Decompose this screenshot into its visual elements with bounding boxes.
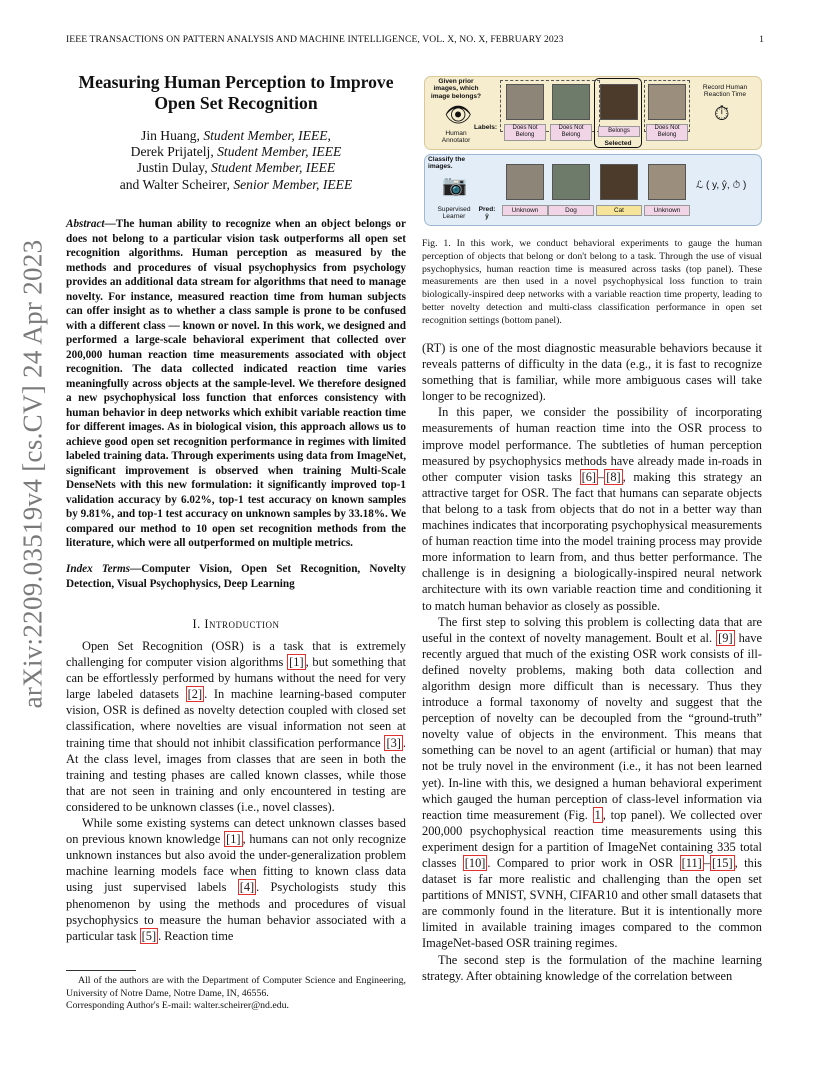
citation-link[interactable]: [2] xyxy=(187,687,203,702)
citation-link[interactable]: [1] xyxy=(289,655,304,670)
paragraph-text: The first step to solving this problem is collecting data that are useful in the context of novelty management. Boult et al. xyxy=(422,614,762,645)
paragraph-text: , but something that can be effortlessly performed by humans without the need for very large labeled datasets xyxy=(66,655,406,702)
paragraph-text: – xyxy=(703,856,710,870)
citation-link[interactable]: [6] xyxy=(581,469,597,484)
author-list xyxy=(60,128,412,193)
footnote-rule xyxy=(66,970,136,971)
figure-bottom-question: Classify the images. xyxy=(428,156,466,171)
image-thumbnail xyxy=(506,164,544,200)
author-line: and Walter Scheirer, Senior Member, IEEE xyxy=(119,176,353,192)
index-terms-text: —Computer Vision, Open Set Recognition, Novelty Detection, Visual Psychophysics, Deep Learning xyxy=(66,563,406,590)
labels-title: Labels: xyxy=(474,124,498,131)
paragraph-text: have recently argued that much of the existing OSR work consists of ill-defined novelty problems, making both data collection and algorithm design more difficult than is necessary. Thus they introduce a formal taxonomy of novelty and suggest that the perception of novelty can be decoupled from the “ground-truth” novelty value of objects in the environment. This means that something can be novel to an agent (artificial or human) that may not be truly novel in the environment (i.e., it has not been learned yet). In-line with this, we designed a human behavioral experiment which gauged the human perception of class-level information via reaction time measurement (Fig. xyxy=(422,630,762,822)
paragraph-text: Open Set Recognition (OSR) is a task that is extremely challenging for computer vision algorithms xyxy=(66,639,406,670)
image-thumbnail xyxy=(648,164,686,200)
citation-link[interactable]: 1 xyxy=(594,807,601,822)
citation-link[interactable]: [15] xyxy=(711,856,733,870)
pred-chip: Dog xyxy=(548,205,594,216)
paragraph-text: . Reaction time xyxy=(158,928,234,943)
abstract-text: —The human ability to recognize when an object belongs or does not belong to a particular vision task outperforms all open set recognition algorithms. Human perception as measured by the methods and procedures of visual psychophysics from psychology provides an additional data stream for algorithms that need to manage novelty. For instance, measured reaction time from human subjects can offer insight as to whether a class sample is prone to be confused with a different class — known or novel. In this work, we designed and performed a large-scale behavioral experiment that collected over 200,000 human reaction time measurements associated with object recognition. The data collected indicated reaction time varies meaningfully across objects at the sample-level. We therefore designed a new psychophysical loss function that enforces consistency with human behavior in deep networks which exhibit variable reaction time for different images. As in biological vision, this approach allows us to achieve good open set recognition performance in regimes with limited labeled training data. Through experiments using data from ImageNet, significant improvement is observed when training Multi-Scale DenseNets with this new formulation: it significantly improved top-1 validation accuracy by 6.02%, top-1 test accuracy on known samples by 9.81%, and top-1 test accuracy on unknown samples by 33.18%. We compared our method to 10 open set recognition methods from the literature, which were all outperformed on multiple metrics. xyxy=(66,218,406,549)
paragraph xyxy=(422,340,762,404)
camera-icon: 📷 xyxy=(442,175,467,197)
citation-link[interactable]: [5] xyxy=(141,928,157,943)
figure-caption: Fig. 1. In this work, we conduct behavioral experiments to gauge the human perception of objects that belong or don't belong to a task. Through the use of visual psychophysics, human reaction time is measured across tasks (top panel). These measurements are then used in a novel psychophysical loss function to train biologically-inspired deep networks with a variable reaction time property, leading to better novelty detection and multi-class classification performance in open set recognition settings (bottom panel). xyxy=(422,238,762,326)
arxiv-stamp xyxy=(10,239,56,709)
author-line: Justin Dulay, Student Member, IEEE xyxy=(136,160,336,176)
loss-function: ℒ ( y, ŷ, ⏱ ) xyxy=(696,180,747,191)
image-thumbnail xyxy=(600,164,638,200)
annotator-label: Human Annotator xyxy=(441,130,471,145)
citation-link[interactable]: [9] xyxy=(718,630,733,645)
footnote xyxy=(66,975,406,1013)
pred-chip: Unknown xyxy=(644,205,690,216)
index-terms xyxy=(66,562,406,591)
paragraph-text: . Compared to prior work in OSR xyxy=(487,856,680,870)
citation-link[interactable]: [1] xyxy=(226,832,241,847)
author-line: Jin Huang, Student Member, IEEE, xyxy=(141,128,331,143)
paragraph xyxy=(422,404,762,613)
paragraph-text: . Psychologists study this phenomenon by using the methods and procedures of visual psychophysics to measure the human behavior associated with a particular task xyxy=(66,880,406,943)
eye-icon: 👁 xyxy=(444,102,472,127)
selected-label: Selected xyxy=(604,140,632,147)
paragraph-text: . In machine learning-based computer vision, OSR is defined as novelty detection coupled with closed set classification, where novelties are visual information not seen at training time that should not inhibit classification performance xyxy=(66,687,406,750)
footnote-affiliation: All of the authors are with the Department of Computer Science and Engineering, University of Notre Dame, Notre Dame, IN, 46556. xyxy=(66,975,406,999)
index-terms-label: Index Terms xyxy=(66,563,131,575)
citation-link[interactable]: [4] xyxy=(239,880,255,895)
paragraph-text: (RT) is one of the most diagnostic measurable behaviors because it reveals patterns of difficulty in the data (e.g., it is fast to recognize something that is familiar, while more ambiguous cases will take longer to be recognized). xyxy=(422,341,762,404)
image-thumbnail xyxy=(552,84,590,120)
pred-chip: Cat xyxy=(596,205,642,216)
citation-link[interactable]: [10] xyxy=(464,856,486,870)
running-header xyxy=(66,34,764,45)
citation-link[interactable]: [8] xyxy=(606,469,621,484)
learner-label: Supervised Learner xyxy=(437,206,471,221)
image-thumbnail xyxy=(600,84,638,120)
right-body xyxy=(422,340,762,984)
paper-title: Measuring Human Perception to Improve Open Set Recognition xyxy=(78,72,394,113)
label-chip: Does Not Belong xyxy=(504,124,546,141)
pred-title: Pred: ŷ xyxy=(478,206,496,221)
paragraph-text: In this paper, we consider the possibility of incorporating measurements of human reaction time into the OSR process to improve model performance. The subtleties of human perception measured by psychophysics methods have already made in-roads in other computer vision tasks xyxy=(422,405,762,484)
paragraph-text: , top panel). We collected over 200,000 psychophysical reaction time measurements using this experiment design for a partition of ImageNet containing 335 total classes xyxy=(422,807,762,870)
citation-link[interactable]: [11] xyxy=(681,856,702,870)
label-chip: Does Not Belong xyxy=(646,124,688,141)
paragraph xyxy=(66,638,406,815)
paragraph-text: , humans can not only recognize unknown instances but also avoid the under-generalization problem machine learning models face when fitting to known class data using just supervised labels xyxy=(66,832,406,895)
figure-top-question: Given prior images, which image belongs? xyxy=(430,78,482,100)
record-rt-label: Record Human Reaction Time xyxy=(702,84,748,99)
paragraph-text: The second step is the formulation of the machine learning strategy. After obtaining knowledge of the correlation between xyxy=(422,952,762,983)
image-thumbnail xyxy=(648,84,686,120)
journal-header: IEEE TRANSACTIONS ON PATTERN ANALYSIS AND MACHINE INTELLIGENCE, VOL. X, NO. X, FEBRUARY 2023 xyxy=(66,34,564,45)
image-thumbnail xyxy=(506,84,544,120)
image-thumbnail xyxy=(552,164,590,200)
paragraph xyxy=(422,952,762,984)
left-body xyxy=(66,638,406,944)
paragraph-text: While some existing systems can detect unknown classes based on previous known knowledge xyxy=(66,816,406,847)
abstract xyxy=(66,217,406,551)
abstract-label: Abstract xyxy=(66,218,105,230)
author-line: Derek Prijatelj, Student Member, IEEE xyxy=(130,144,342,160)
paragraph-text: – xyxy=(598,469,605,484)
paragraph-text: , making this strategy an attractive target for OSR. The fact that humans can separate objects that belong to a task from objects that do not in a better way than machines indicates that incorporating psychophysical measurements of human reaction time into the model training process may provide more information to learn from, and thus better performance. The challenge is in designing a biologically-inspired neural network architecture with its own variable reaction time and conditioning it to match human behavior as closely as possible. xyxy=(422,469,762,613)
stopwatch-icon: ⏱ xyxy=(714,103,730,125)
paragraph-text: , this dataset is far more realistic and challenging than the open set partitions of MNIST, SVNH, CIFAR10 and other small datasets that are commonly found in the literature. But it is intentionally more limited in available training images compared to the common ImageNet-based OSR training regimes. xyxy=(422,856,762,951)
label-chip: Does Not Belong xyxy=(550,124,592,141)
paragraph xyxy=(422,614,762,952)
figure-1 xyxy=(422,76,762,226)
label-chip: Belongs xyxy=(598,126,640,137)
pred-chip: Unknown xyxy=(502,205,548,216)
paragraph xyxy=(66,815,406,944)
page-number: 1 xyxy=(759,34,764,45)
footnote-email: Corresponding Author's E-mail: walter.scheirer@nd.edu. xyxy=(66,1000,290,1012)
paragraph-text: . At the class level, images from classes that are seen in both the training and testing phases are called known classes, while those that are not seen in training and only encountered in testing are considered to be unknown classes (i.e., novel classes). xyxy=(66,735,406,814)
section-heading: I. Introduction xyxy=(192,617,280,631)
citation-link[interactable]: [3] xyxy=(386,735,401,750)
arxiv-stamp-text: arXiv:2209.03519v4 [cs.CV] 24 Apr 2023 xyxy=(17,239,48,709)
